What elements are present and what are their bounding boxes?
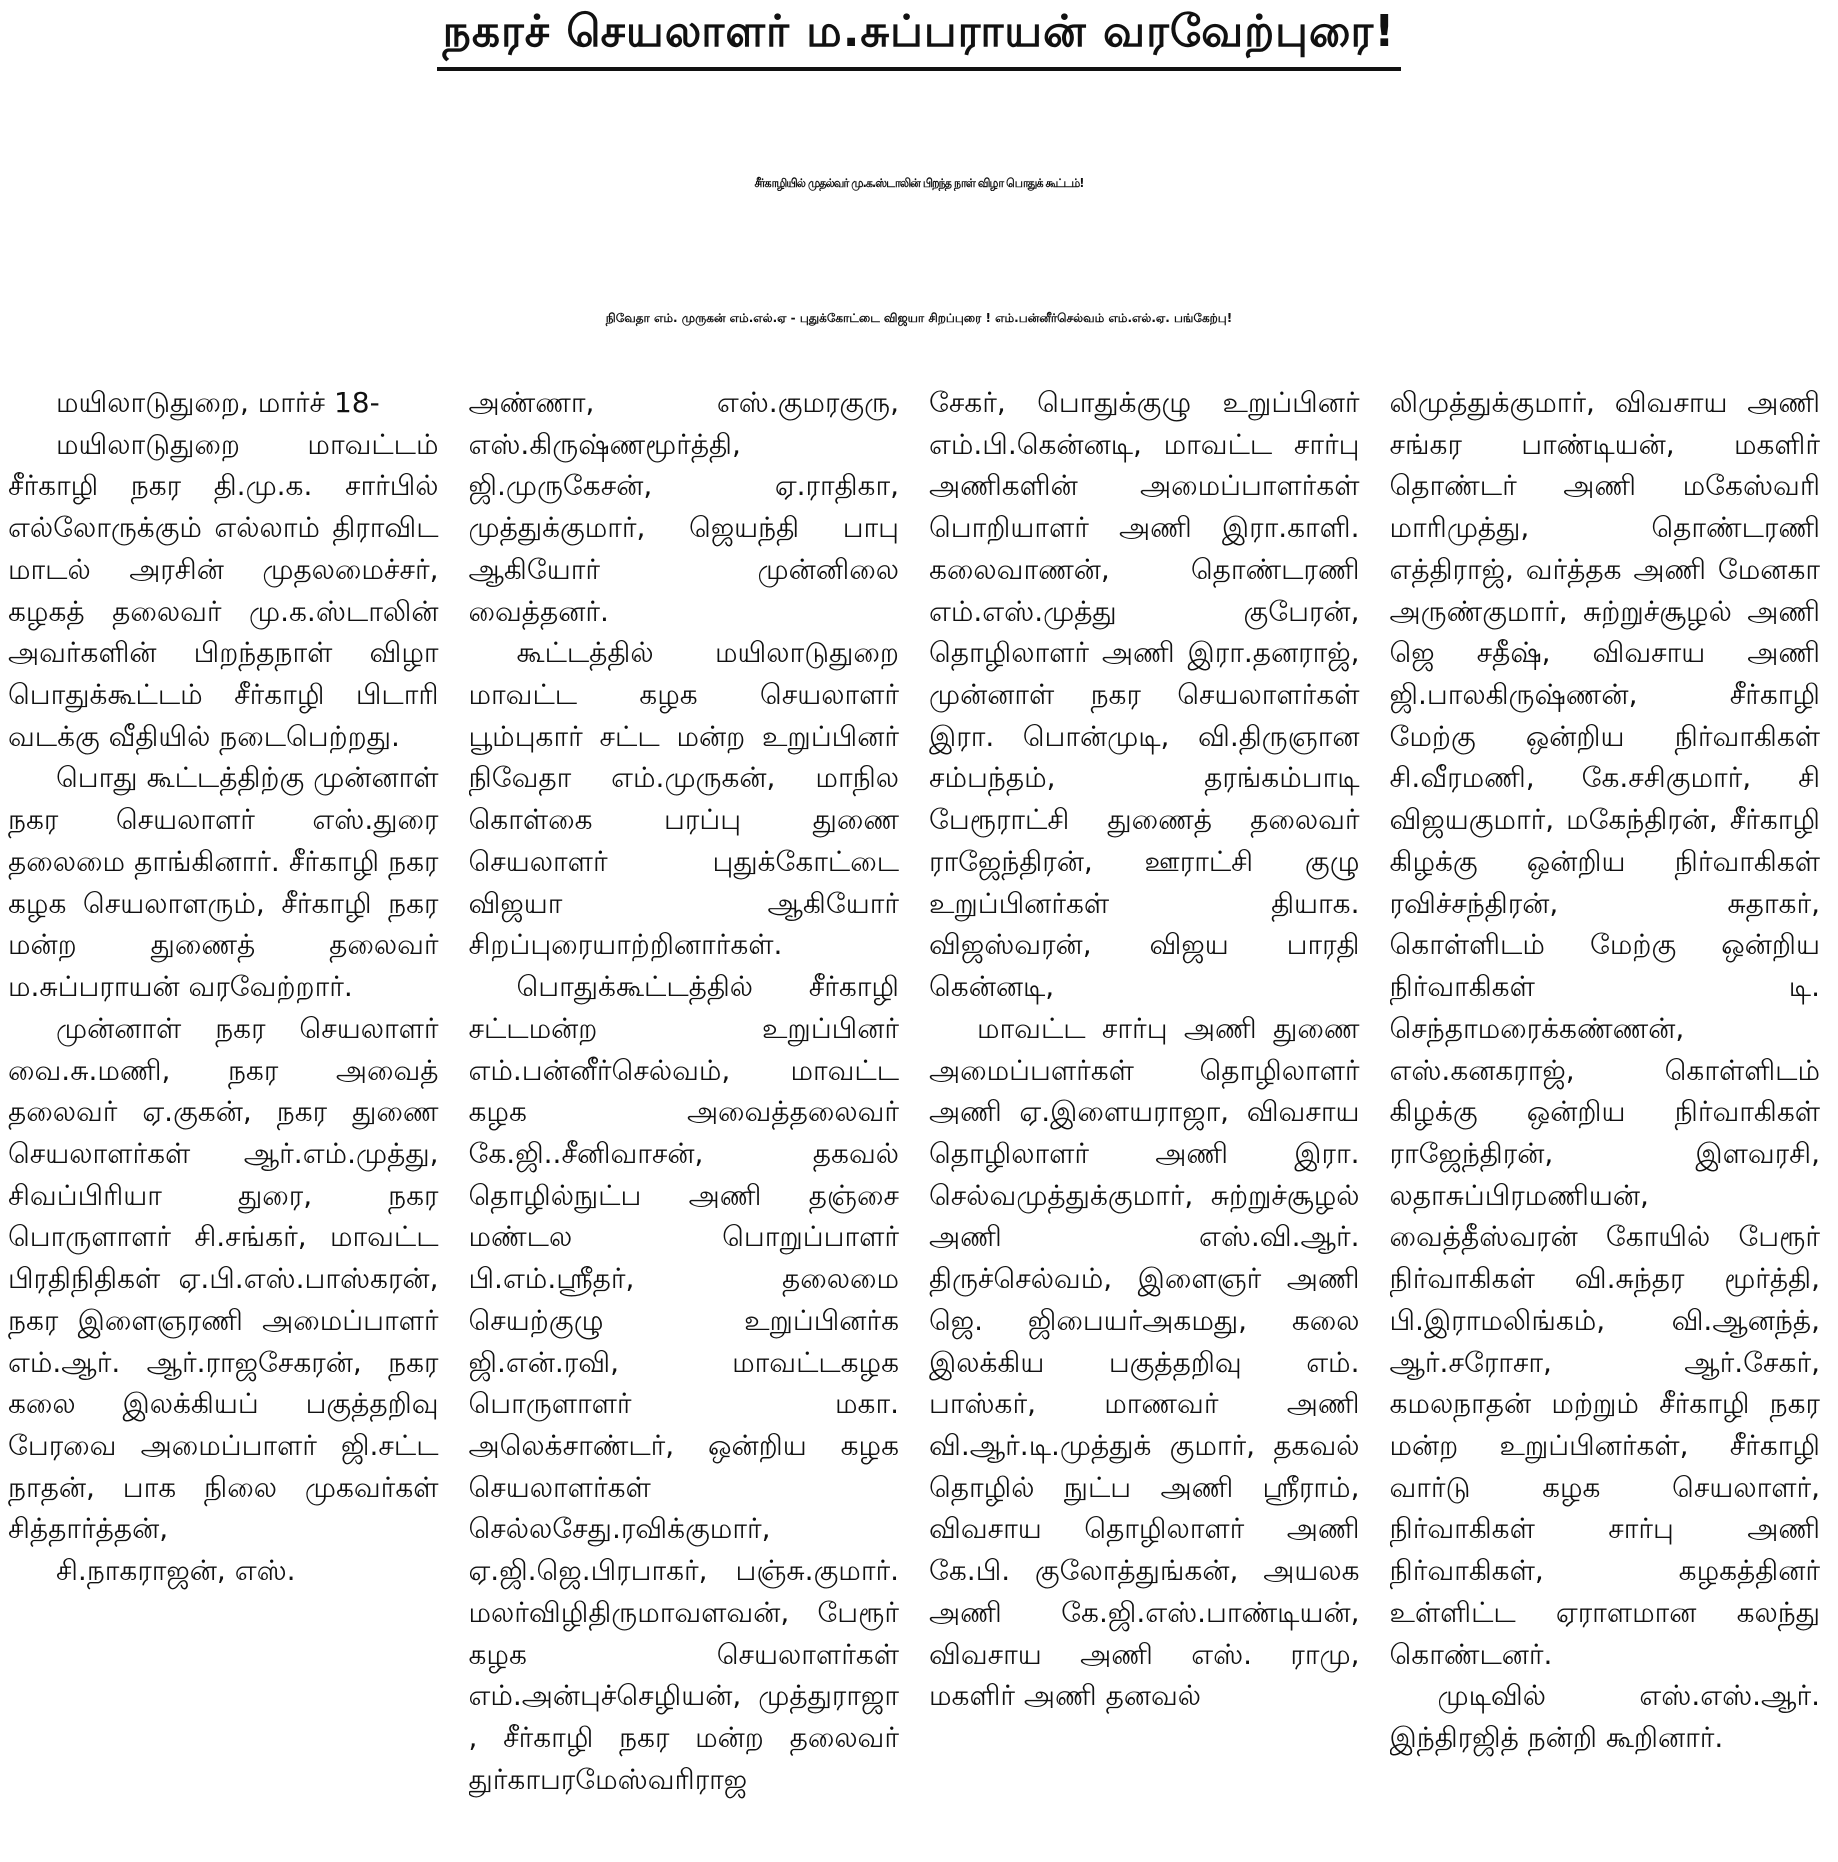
article-column-3 — [929, 382, 1370, 1862]
dateline: மயிலாடுதுறை, மார்ச் 18- — [56, 386, 380, 419]
paragraph: பொதுக்கூட்டத்தில் சீர்காழி சட்டமன்ற உறுப்பினர் எம்.பன்னீர்செல்வம், மாவட்ட கழக அவைத்தலைவர் கே.ஜி..சீனிவாசன், தகவல் தொழில்நுட்ப அணி தஞ்சை மண்டல பொறுப்பாளர் பி.எம்.ஸ்ரீதர், தலைமை செயற்குழு உறுப்பினர்க ஜி.என்.ரவி, மாவட்டகழக பொருளாளர் மகா. அலெக்சாண்டர், ஒன்றிய கழக செயலாளர்கள் செல்லசேது.ரவிக்குமார், ஏ.ஜி.ஜெ.பிரபாகர், பஞ்சு.குமார். மலர்விழிதிருமாவளவன், பேரூர் கழக செயலாளர்கள் எம்.அன்புச்செழியன், முத்துராஜா , சீர்காழி நகர மன்ற தலைவர் துர்காபரமேஸ்வரிராஜ — [468, 970, 899, 1796]
paragraph: சேகர், பொதுக்குழு உறுப்பினர் எம்.பி.கென்னடி, மாவட்ட சார்பு அணிகளின் அமைப்பாளர்கள் பொறியாளர் அணி இரா.காளி. கலைவாணன், தொண்டரணி எம்.எஸ்.முத்து குபேரன், தொழிலாளர் அணி இரா.தனராஜ், முன்னாள் நகர செயலாளர்கள் இரா. பொன்முடி, வி.திருஞான சம்பந்தம், தரங்கம்பாடி பேரூராட்சி துணைத் தலைவர் ராஜேந்திரன், ஊராட்சி குழு உறுப்பினர்கள் தியாக. விஜஸ்வரன், விஜய பாரதி கென்னடி, — [929, 386, 1360, 1004]
article-body — [8, 382, 1830, 1862]
kicker-row — [8, 0, 1830, 98]
paragraph: சி.நாகராஜன், எஸ். — [56, 1554, 296, 1588]
paragraph: அண்ணா, எஸ்.குமரகுரு, எஸ்.கிருஷ்ணமூர்த்தி, ஜி.முருகேசன், ஏ.ராதிகா, முத்துக்குமார், ஜெயந்தி பாபு ஆகியோர் முன்னிலை வைத்தனர். — [468, 386, 899, 628]
paragraph: மாவட்ட சார்பு அணி துணை அமைப்பளர்கள் தொழிலாளர் அணி ஏ.இளையராஜா, விவசாய தொழிலாளர் அணி இரா. செல்வமுத்துக்குமார், சுற்றுச்சூழல் அணி எஸ்.வி.ஆர். திருச்செல்வம், இளைஞர் அணி ஜெ. ஜிபையர்அகமது, கலை இலக்கிய பகுத்தறிவு எம். பாஸ்கர், மாணவர் அணி வி.ஆர்.டி.முத்துக் குமார், தகவல் தொழில் நுட்ப அணி ஸ்ரீராம், விவசாய தொழிலாளர் அணி கே.பி. குலோத்துங்கன், அயலக அணி கே.ஜி.எஸ்.பாண்டியன், விவசாய அணி எஸ். ராமு, மகளிர் அணி தனவல் — [929, 1011, 1360, 1713]
paragraph: முன்னாள் நகர செயலாளர் வை.சு.மணி, நகர அவைத் தலைவர் ஏ.குகன், நகர துணை செயலாளர்கள் ஆர்.எம்.முத்து, சிவப்பிரியா துரை, நகர பொருளாளர் சி.சங்கர், மாவட்ட பிரதிநிதிகள் ஏ.பி.எஸ்.பாஸ்கரன், நகர இளைஞரணி அமைப்பாளர் எம்.ஆர். ஆர்.ராஜசேகரன், நகர கலை இலக்கியப் பகுத்தறிவு பேரவை அமைப்பாளர் ஜி.சட்ட நாதன், பாக நிலை முகவர்கள் சித்தார்த்தன், — [8, 1011, 439, 1546]
paragraph: பொது கூட்டத்திற்கு முன்னாள் நகர செயலாளர் எஸ்.துரை தலைமை தாங்கினார். சீர்காழி நகர கழக செயலாளரும், சீர்காழி நகர மன்ற துணைத் தலைவர் ம.சுப்பராயன் வரவேற்றார். — [8, 761, 439, 1004]
paragraph: முடிவில் எஸ்.எஸ்.ஆர். இந்திரஜித் நன்றி கூறினார். — [1389, 1679, 1820, 1754]
article-column-2 — [469, 382, 910, 1862]
main-headline: சீர்காழியில் முதல்வர் மு.க.ஸ்டாலின் பிறந்த நாள் விழா பொதுக் கூட்டம்! — [754, 176, 1084, 190]
paragraph: கூட்டத்தில் மயிலாடுதுறை மாவட்ட கழக செயலாளர் பூம்புகார் சட்ட மன்ற உறுப்பினர் நிவேதா எம்.முருகன், மாநில கொள்கை பரப்பு துணை செயலாளர் புதுக்கோட்டை விஜயா ஆகியோர் சிறப்புரையாற்றினார்கள். — [468, 636, 899, 962]
sub-headline: நிவேதா எம். முருகன் எம்.எல்.ஏ - புதுக்கோட்டை விஜயா சிறப்புரை ! எம்.பன்னீர்செல்வம் எம்.எல்.ஏ. பங்கேற்பு! — [605, 311, 1233, 325]
article-column-4 — [1390, 382, 1831, 1862]
article-column-1 — [8, 382, 449, 1862]
kicker-heading: நகரச் செயலாளர் ம.சுப்பராயன் வரவேற்புரை! — [437, 6, 1402, 71]
paragraph: லிமுத்துக்குமார், விவசாய அணி சங்கர பாண்டியன், மகளிர் தொண்டர் அணி மகேஸ்வரி மாரிமுத்து, தொண்டரணி எத்திராஜ், வர்த்தக அணி மேனகா அருண்குமார், சுற்றுச்சூழல் அணி ஜெ சதீஷ், விவசாய அணி ஜி.பாலகிருஷ்ணன், சீர்காழி மேற்கு ஒன்றிய நிர்வாகிகள் சி.வீரமணி, கே.சசிகுமார், சி விஜயகுமார், மகேந்திரன், சீர்காழி கிழக்கு ஒன்றிய நிர்வாகிகள் ரவிச்சந்திரன், சுதாகர், கொள்ளிடம் மேற்கு ஒன்றிய நிர்வாகிகள் டி. செந்தாமரைக்கண்ணன், எஸ்.கனகராஜ், கொள்ளிடம் கிழக்கு ஒன்றிய நிர்வாகிகள் ராஜேந்திரன், இளவரசி, லதாசுப்பிரமணியன், வைத்தீஸ்வரன் கோயில் பேரூர் நிர்வாகிகள் வி.சுந்தர மூர்த்தி, பி.இராமலிங்கம், வி.ஆனந்த், ஆர்.சரோசா, ஆர்.சேகர், கமலநாதன் மற்றும் சீர்காழி நகர மன்ற உறுப்பினர்கள், சீர்காழி வார்டு கழக செயலாளர், நிர்வாகிகள் சார்பு அணி நிர்வாகிகள், கழகத்தினர் உள்ளிட்ட ஏராளமான கலந்து கொண்டனர். — [1389, 386, 1820, 1671]
paragraph: மயிலாடுதுறை மாவட்டம் சீர்காழி நகர தி.மு.க. சார்பில் எல்லோருக்கும் எல்லாம் திராவிட மாடல் அரசின் முதலமைச்சர், கழகத் தலைவர் மு.க.ஸ்டாலின் அவர்களின் பிறந்தநாள் விழா பொதுக்கூட்டம் சீர்காழி பிடாரி வடக்கு வீதியில் நடைபெற்றது. — [8, 427, 439, 753]
